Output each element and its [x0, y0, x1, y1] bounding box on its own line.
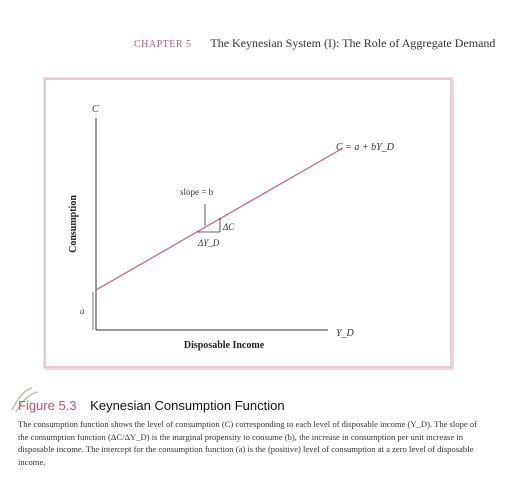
figure-caption-title	[18, 398, 285, 413]
figure-title: Keynesian Consumption Function	[90, 398, 285, 413]
intercept-label: a	[80, 306, 85, 316]
y-axis-label: Consumption	[68, 195, 79, 253]
consumption-function-line	[96, 148, 343, 290]
chapter-label: CHAPTER 5	[134, 39, 192, 50]
figure-caption-body: The consumption function shows the level of consumption (C) corresponding to each level of disposable income (Y_D). The slope of the consumption function (ΔC/ΔY_D) is the marginal propensity to consume (b), the increase in consumption per unit increase in disposable income. The intercept for the consumption function (a) is the (positive) level of consumption at a zero level of disposable income.	[18, 419, 478, 467]
figure-number: Figure 5.3	[18, 398, 77, 413]
delta-y-label: ΔY_D	[198, 238, 220, 248]
slope-label: slope = b	[180, 187, 214, 197]
y-axis-symbol: C	[92, 104, 99, 115]
x-axis-symbol: Y_D	[336, 328, 354, 339]
chapter-title: The Keynesian System (I): The Role of Aggregate Demand	[210, 36, 496, 50]
x-axis-label: Disposable Income	[183, 340, 265, 351]
line-equation-label: C = a + bY_D	[336, 142, 394, 153]
delta-c-label: ΔC	[223, 222, 235, 232]
